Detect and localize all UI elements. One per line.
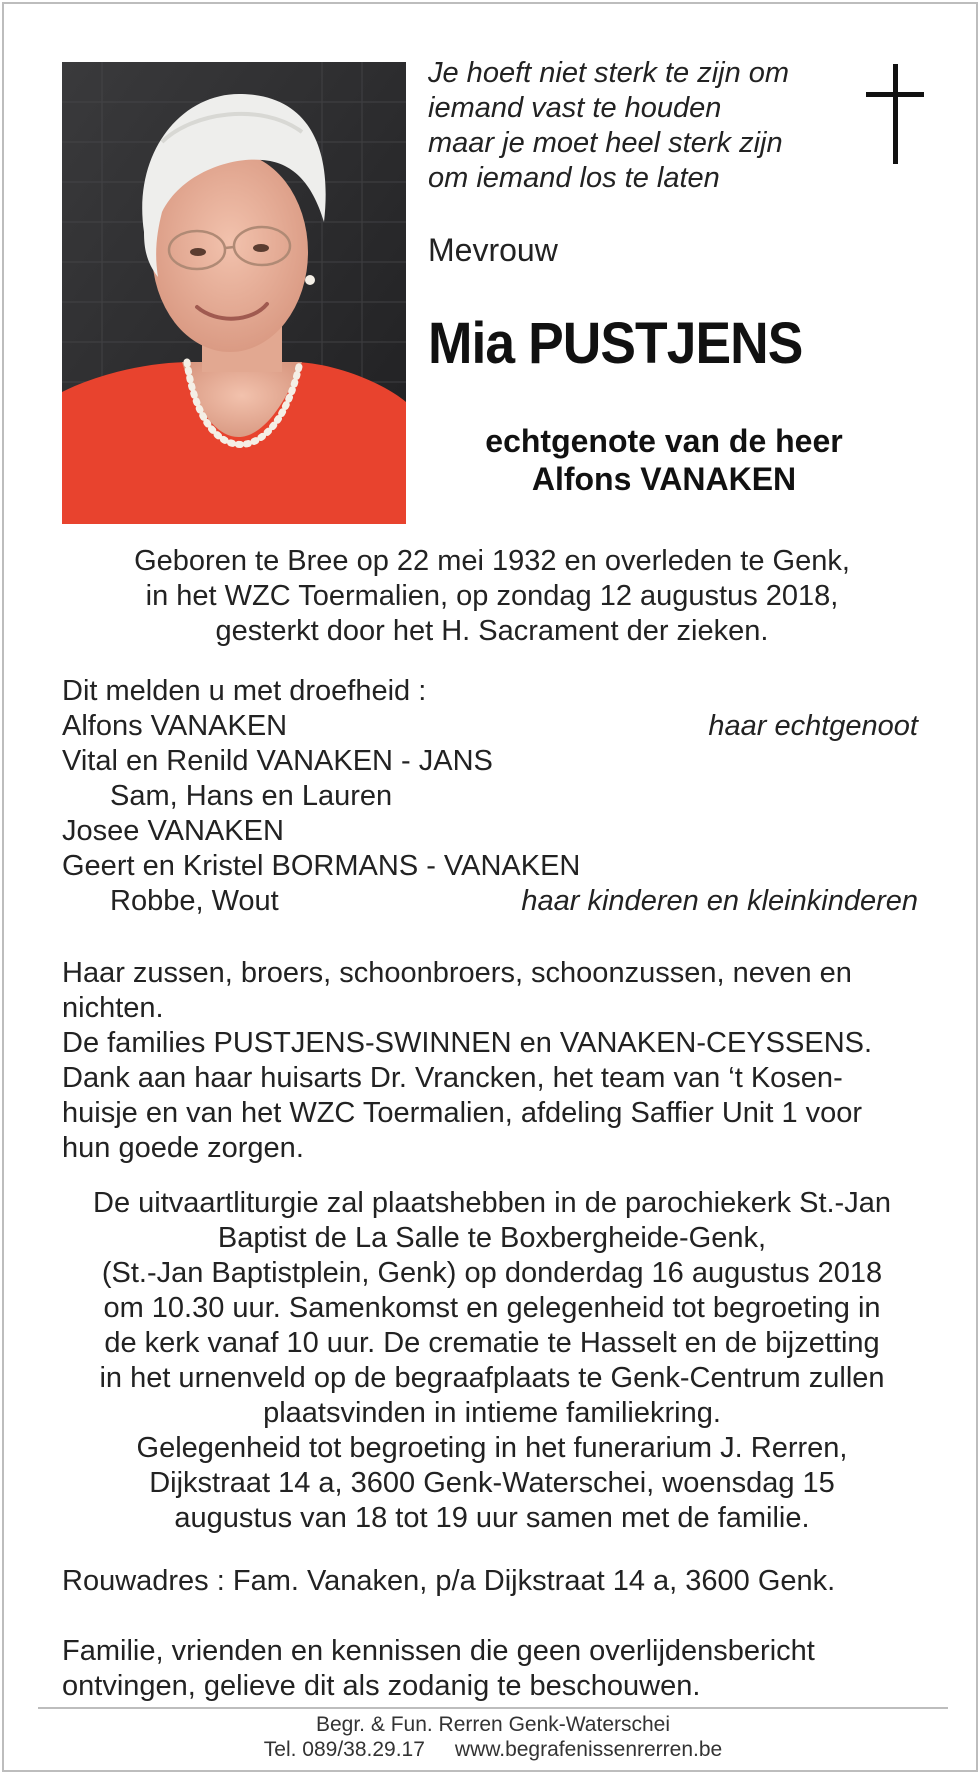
mourner-relation: haar echtgenoot (708, 710, 918, 742)
poem-line: maar je moet heel sterk zijn (428, 127, 783, 159)
text-line: augustus van 18 tot 19 uur samen met de familie. (174, 1502, 810, 1534)
funeral-company: Begr. & Fun. Rerren Genk-Waterschei (315, 1713, 671, 1736)
salutation: Mevrouw (428, 232, 558, 268)
website-link[interactable]: www.begrafenissenrerren.be (454, 1738, 723, 1761)
mourner-row (62, 884, 922, 919)
closing-notice (62, 1634, 922, 1704)
text-line: huisje en van het WZC Toermalien, afdeling Saffier Unit 1 voor (62, 1097, 863, 1129)
text-line: De uitvaartliturgie zal plaatshebben in de parochiekerk St.-Jan (93, 1187, 891, 1219)
contact-line (38, 1737, 948, 1762)
info-line: gesterkt door het H. Sacrament der zieken. (215, 615, 769, 647)
text-line: Gelegenheid tot begroeting in het funerarium J. Rerren, (136, 1432, 848, 1464)
mourner-row (62, 779, 922, 814)
text-line: ontvingen, gelieve dit als zodanig te beschouwen. (62, 1670, 701, 1702)
portrait-photo (62, 62, 406, 524)
spouse-info (428, 422, 900, 498)
portrait-image (62, 62, 406, 524)
text-line: plaatsvinden in intieme familiekring. (263, 1397, 721, 1429)
mourner-name: Sam, Hans en Lauren (110, 780, 393, 812)
obituary-card (2, 2, 978, 1772)
mourning-address: Rouwadres : Fam. Vanaken, p/a Dijkstraat 14 a, 3600 Genk. (62, 1565, 836, 1597)
poem (428, 56, 828, 196)
footer (38, 1712, 948, 1762)
info-line: Geboren te Bree op 22 mei 1932 en overleden te Genk, (134, 545, 850, 577)
mourner-name: Robbe, Wout (110, 885, 279, 917)
poem-line: Je hoeft niet sterk te zijn om (428, 57, 790, 89)
footer-divider (38, 1707, 948, 1709)
text-line: (St.-Jan Baptistplein, Genk) op donderdag 16 augustus 2018 (101, 1257, 883, 1289)
mourner-name: Vital en Renild VANAKEN - JANS (62, 745, 493, 777)
birth-death-info (62, 544, 922, 649)
mourners-intro: Dit melden u met droefheid : (62, 675, 427, 707)
funeral-details (62, 1186, 922, 1536)
mourner-row (62, 814, 922, 849)
deceased-name: Mia PUSTJENS (428, 311, 803, 376)
text-line: Baptist de La Salle te Boxbergheide-Genk, (217, 1222, 767, 1254)
text-line: hun goede zorgen. (62, 1132, 304, 1164)
mourner-row (62, 709, 922, 744)
mourner-row (62, 849, 922, 884)
family-thanks (62, 956, 922, 1166)
text-line: om 10.30 uur. Samenkomst en gelegenheid tot begroeting in (103, 1292, 881, 1324)
text-line: De families PUSTJENS-SWINNEN en VANAKEN-CEYSSENS. (62, 1027, 873, 1059)
text-line: nichten. (62, 992, 164, 1024)
mourners-list (62, 674, 922, 919)
text-line: de kerk vanaf 10 uur. De crematie te Hasselt en de bijzetting (104, 1327, 880, 1359)
info-line: in het WZC Toermalien, op zondag 12 augustus 2018, (145, 580, 839, 612)
mourner-row (62, 744, 922, 779)
text-line: Familie, vrienden en kennissen die geen overlijdensbericht (62, 1635, 815, 1667)
latin-cross-icon (866, 64, 926, 164)
mourner-name: Alfons VANAKEN (62, 710, 288, 742)
spouse-name: Alfons VANAKEN (531, 461, 797, 497)
text-line: in het urnenveld op de begraafplaats te Genk-Centrum zullen (99, 1362, 885, 1394)
spouse-line: echtgenote van de heer (485, 423, 843, 459)
text-line: Dijkstraat 14 a, 3600 Genk-Waterschei, woensdag 15 (149, 1467, 835, 1499)
poem-line: iemand vast te houden (428, 92, 722, 124)
text-line: Dank aan haar huisarts Dr. Vrancken, het team van ‘t Kosen- (62, 1062, 843, 1094)
text-line: Haar zussen, broers, schoonbroers, schoonzussen, neven en (62, 957, 852, 989)
mourner-name: Josee VANAKEN (62, 815, 284, 847)
mourner-relation: haar kinderen en kleinkinderen (521, 885, 918, 917)
poem-line: om iemand los te laten (428, 162, 720, 194)
mourner-name: Geert en Kristel BORMANS - VANAKEN (62, 850, 581, 882)
telephone: Tel. 089/38.29.17 (263, 1738, 425, 1761)
